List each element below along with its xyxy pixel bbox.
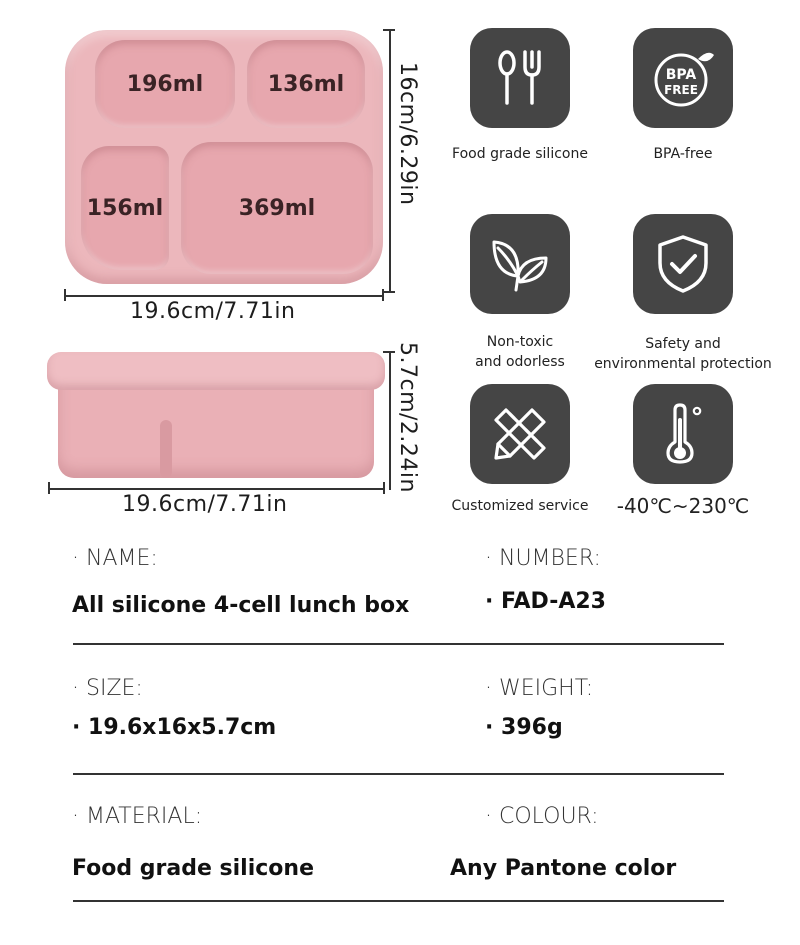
safety-label: [586, 334, 780, 374]
tray-cell-156ml: 156ml: [81, 146, 169, 270]
safety-label-line1: Safety and: [645, 336, 721, 352]
tray-top-view: [65, 30, 383, 284]
tray-height-label: 16cm/6.29in: [395, 62, 420, 206]
customized-label: Customized service: [451, 498, 589, 514]
tray-height-tick-bottom: [383, 291, 395, 293]
box-width-line: [49, 488, 384, 490]
tray-cell-196ml: 196ml: [95, 40, 235, 128]
box-side-body: [58, 378, 374, 478]
customized-icon-tile: [470, 384, 570, 484]
size-value: · 19.6x16x5.7cm: [72, 715, 277, 740]
bpa-free-icon-tile: [633, 28, 733, 128]
temperature-label: -40℃~230℃: [616, 494, 750, 518]
thermometer-icon: [653, 402, 713, 466]
bpa-free-label: BPA-free: [653, 146, 713, 162]
shield-check-icon: [651, 232, 715, 296]
non-toxic-label-line2: and odorless: [475, 354, 565, 370]
divider-1: [73, 643, 724, 645]
number-value: · FAD-A23: [485, 589, 606, 614]
box-height-line: [389, 352, 391, 490]
tray-height-line: [389, 30, 391, 292]
box-width-tick-left: [48, 482, 50, 494]
box-side-divider: [160, 420, 172, 478]
leaves-icon: [486, 230, 554, 298]
box-width-tick-right: [383, 482, 385, 494]
colour-key: · COLOUR:: [485, 804, 599, 829]
name-key: · NAME:: [72, 546, 158, 571]
tray-width-line: [65, 295, 383, 297]
tray-width-label: 19.6cm/7.71in: [130, 299, 296, 324]
name-value: All silicone 4-cell lunch box: [72, 593, 410, 618]
tray-height-tick-top: [383, 29, 395, 31]
bpa-free-icon: [648, 43, 718, 113]
colour-value: Any Pantone color: [450, 856, 677, 881]
material-value: Food grade silicone: [72, 856, 314, 881]
box-height-label: 5.7cm/2.24in: [395, 342, 420, 493]
free-text: FREE: [664, 83, 698, 97]
non-toxic-label: [446, 332, 594, 372]
non-toxic-icon-tile: [470, 214, 570, 314]
food-grade-label: Food grade silicone: [452, 146, 588, 162]
divider-2: [73, 773, 724, 775]
material-key: · MATERIAL:: [72, 804, 203, 829]
tray-width-tick-left: [64, 289, 66, 301]
temperature-icon-tile: [633, 384, 733, 484]
number-key: · NUMBER:: [485, 546, 601, 571]
safety-icon-tile: [633, 214, 733, 314]
weight-value: · 396g: [485, 715, 563, 740]
box-height-tick-top: [383, 351, 395, 353]
tray-cell-136ml: 136ml: [247, 40, 365, 128]
box-side-rim: [47, 352, 385, 390]
safety-label-line2: environmental protection: [594, 356, 772, 372]
spoon-fork-icon: [489, 47, 551, 109]
weight-key: · WEIGHT:: [485, 676, 594, 701]
non-toxic-label-line1: Non-toxic: [486, 334, 554, 350]
divider-3: [73, 900, 724, 902]
pencil-ruler-icon: [488, 402, 552, 466]
food-grade-icon-tile: [470, 28, 570, 128]
tray-cell-369ml: 369ml: [181, 142, 373, 274]
box-width-label: 19.6cm/7.71in: [122, 492, 288, 517]
bpa-text: BPA: [665, 67, 697, 83]
size-key: · SIZE:: [72, 676, 143, 701]
